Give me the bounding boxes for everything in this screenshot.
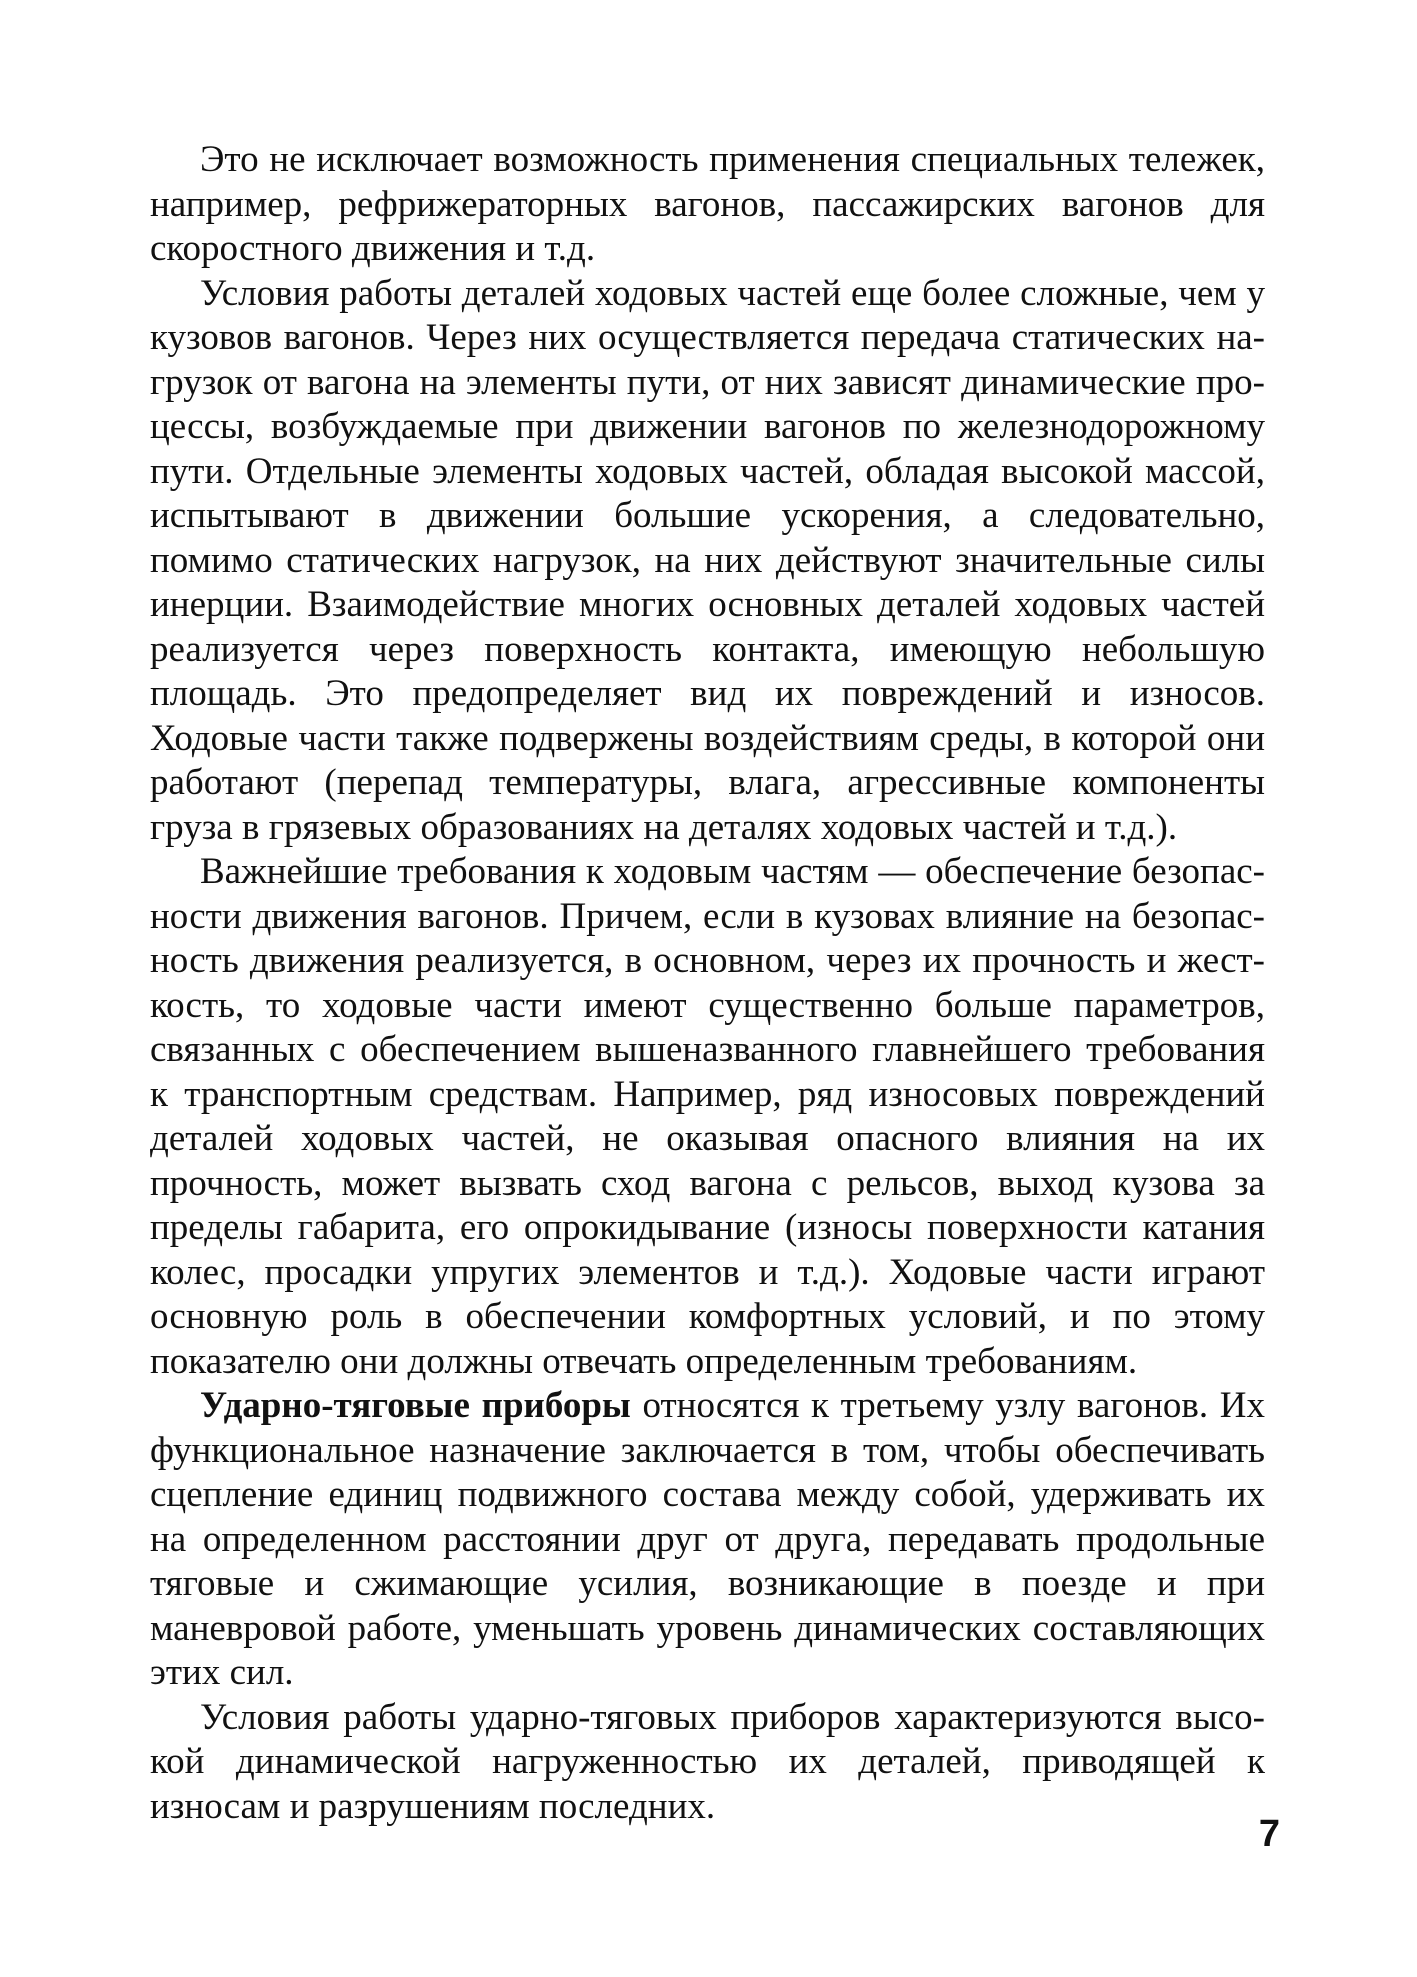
- paragraph-2: [150, 272, 1265, 851]
- paragraph-4-text: относятся к третьему узлу вагонов. Их функциональное назначение заключается в том, чтобы обеспечивать сцепление единиц подвижного состава между собой, удерживать их на определенном расстоянии друг от друга, передавать продольные тяговые и сжимающие усилия, возникающие в поезде и при маневровой работе, уменьшать уровень динамических составляющих этих сил.: [150, 1385, 1265, 1693]
- paragraph-4: [150, 1384, 1265, 1696]
- page-number: 7: [1258, 1813, 1280, 1855]
- paragraph-3-text: Важнейшие требования к ходовым частям — обеспечение безопасности движения вагонов. Причем, если в кузовах влияние на безопасность движения реализуется, в основном, через их прочность и жесткость, то ходовые части имеют существенно больше параметров, связанных с обеспечением вышеназванного главнейшего требования к транспортным средствам. Например, ряд износовых повреждений деталей ходовых частей, не оказывая опасного влияния на их прочность, может вызвать сход вагона с рельсов, выход кузова за пределы габарита, его опрокидывание (износы поверхности катания колес, просадки упругих элементов и т.д.). Ходовые части играют основную роль в обеспечении комфортных условий, и по этому показателю они должны отвечать определенным требованиям.: [150, 851, 1265, 1382]
- paragraph-4-bold-term: Ударно-тяговые приборы: [200, 1385, 631, 1426]
- page-body: [150, 138, 1265, 1829]
- paragraph-1-text: Это не исключает возможность применения специальных тележек, например, рефрижераторных вагонов, пассажирских вагонов для скоростного движения и т.д.: [150, 139, 1265, 269]
- paragraph-3: [150, 850, 1265, 1384]
- paragraph-5-text: Условия работы ударно-тяговых приборов характеризуются высокой динамической нагруженностью их деталей, приводящей к износам и разрушениям последних.: [150, 1696, 1265, 1827]
- paragraph-2-text: Условия работы деталей ходовых частей еще более сложные, чем у кузовов вагонов. Через них осуществляется передача статических нагрузок от вагона на элементы пути, от них зависят динамические процессы, возбуждаемые при движении вагонов по железнодорожному пути. Отдельные элементы ходовых частей, обладая высокой массой, испытывают в движении большие ускорения, а следовательно, помимо статических нагрузок, на них действуют значительные силы инерции. Взаимодействие многих основных деталей ходовых частей реализуется через поверхность контакта, имеющую небольшую площадь. Это предопределяет вид их повреждений и износов. Ходовые части также подвержены воздействиям среды, в которой они работают (перепад температуры, влага, агрессивные компоненты груза в грязевых образованиях на деталях ходовых частей и т.д.).: [150, 272, 1265, 848]
- paragraph-1: [150, 138, 1265, 272]
- paragraph-5: [150, 1696, 1265, 1830]
